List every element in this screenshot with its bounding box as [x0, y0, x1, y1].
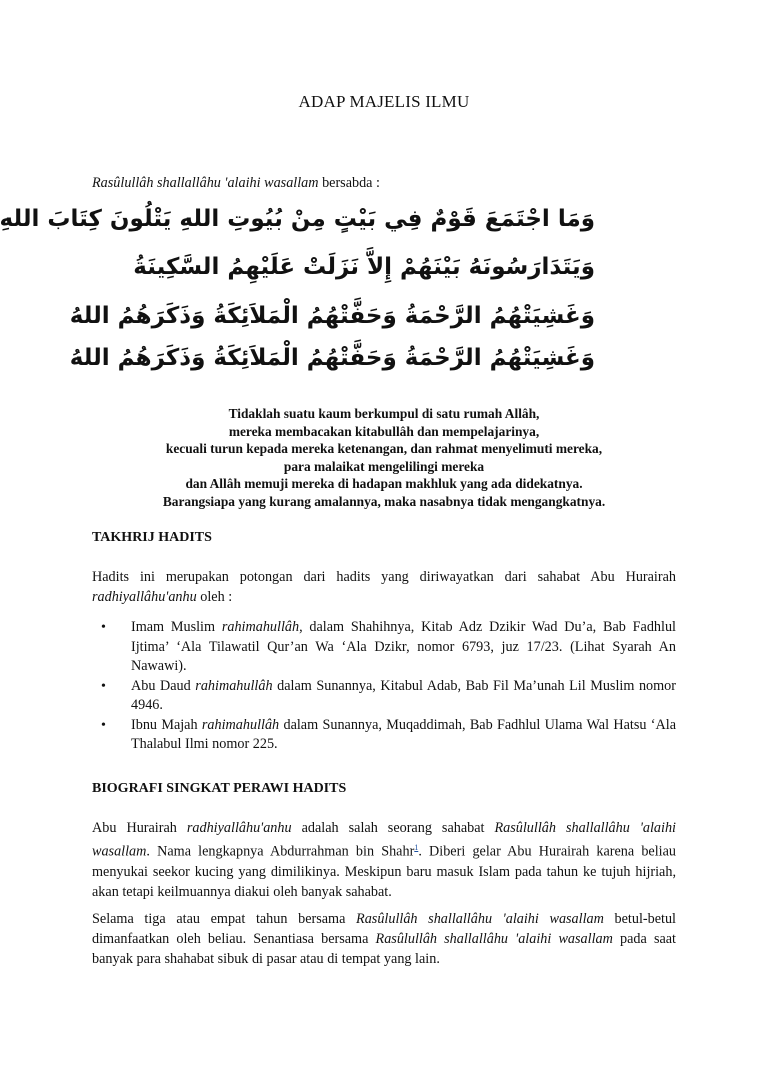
item-text-b: dalam Sunannya, Kitabul Adab, Bab Fil Ma’unah Lil Muslim nomor 4946. [131, 677, 676, 713]
item-text-a: Ibnu Majah [131, 716, 202, 733]
item-text-italic: rahimahullâh [201, 716, 280, 733]
takhrij-text-italic: radhiyallâhu'anhu [92, 589, 197, 605]
arabic-line-2: وَيَتَدَارَسُونَهُ بَيْنَهُمْ إِلاَّ نَزَلَتْ عَلَيْهِمُ السَّكِينَةُ [133, 254, 595, 280]
footnote-link[interactable]: 1 [414, 843, 419, 852]
bio2-text-a: Selama tiga atau empat tahun bersama [92, 911, 357, 927]
biografi-paragraph-2 [92, 909, 676, 969]
intro-text: bersabda : [318, 175, 380, 191]
list-item [92, 677, 676, 716]
takhrij-text-b: oleh : [196, 589, 233, 605]
translation-line-3: kecuali turun kepada mereka ketenangan, dan rahmat menyelimuti mereka, [165, 441, 603, 456]
takhrij-heading: TAKHRIJ HADITS [92, 530, 212, 545]
translation-line-6: Barangsiapa yang kurang amalannya, maka nasabnya tidak mengangkatnya. [162, 493, 606, 509]
translation-line-2: mereka membacakan kitabullâh dan mempelajarinya, [228, 423, 540, 439]
bio1-text-c: . Nama lengkapnya Abdurrahman bin Shahr [146, 843, 415, 860]
intro-name: Rasûlullâh shallallâhu 'alaihi wasallam [92, 175, 319, 191]
bullet-icon: • [101, 620, 106, 635]
takhrij-paragraph [92, 567, 676, 607]
takhrij-text-a: Hadits ini merupakan potongan dari hadits yang diriwayatkan dari sahabat Abu Hurairah [92, 569, 676, 585]
item-text-a: Abu Daud [131, 677, 196, 694]
item-text-italic: rahimahullâh [221, 619, 300, 635]
list-item [92, 618, 676, 677]
takhrij-list [92, 618, 676, 755]
bio1-text-d: . Diberi gelar Abu Hurairah karena beliau menyukai seekor kucing yang dimilikinya. Meskipun baru masuk Islam pada tahun ke tujuh hijriah, akan tetapi keilmuannya diakui oleh banyak sahabat. [92, 843, 677, 900]
intro-line [92, 175, 380, 192]
biografi-paragraph-1 [92, 818, 676, 902]
bio1-text-b: adalah salah seorang sahabat [291, 820, 495, 836]
bio2-text-b: betul-betul dimanfaatkan oleh beliau. Senantiasa bersama [92, 911, 676, 947]
arabic-line-4: وَغَشِيَتْهُمُ الرَّحْمَةُ وَحَفَّتْهُمُ الْمَلاَئِكَةُ وَذَكَرَهُمُ اللهُ [69, 345, 595, 371]
bio2-text-italic-2: Rasûlullâh shallallâhu 'alaihi wasallam [375, 931, 613, 947]
list-item [92, 716, 676, 755]
translation-line-1: Tidaklah suatu kaum berkumpul di satu rumah Allâh, [228, 406, 540, 421]
item-text-italic: rahimahullâh [195, 677, 273, 694]
item-text-a: Imam Muslim [131, 619, 222, 635]
bio1-text-italic-2: Rasûlullâh shallallâhu 'alaihi wasallam [92, 820, 676, 860]
page-title: ADAP MAJELIS ILMU [298, 92, 470, 111]
bio1-text-a: Abu Hurairah [92, 820, 187, 836]
arabic-line-1: وَمَا اجْتَمَعَ قَوْمٌ فِي بَيْتٍ مِنْ بُيُوتِ اللهِ يَتْلُونَ كِتَابَ اللهِ [0, 206, 595, 232]
bio2-text-italic-1: Rasûlullâh shallallâhu 'alaihi wasallam [356, 911, 604, 927]
biografi-heading: BIOGRAFI SINGKAT PERAWI HADITS [92, 781, 347, 796]
bio2-text-c: pada saat banyak para shahabat sibuk di pasar atau di tempat yang lain. [92, 931, 676, 967]
translation-line-4: para malaikat mengelilingi mereka [283, 458, 485, 474]
translation-line-5: dan Allâh memuji mereka di hadapan makhluk yang ada didekatnya. [185, 476, 583, 491]
bullet-icon: • [101, 717, 106, 733]
bio1-text-italic-1: radhiyallâhu'anhu [186, 820, 292, 836]
item-text-b: dalam Sunannya, Muqaddimah, Bab Fadhlul Ulama Wal Hatsu ‘Ala Thalabul Ilmi nomor 225. [131, 716, 676, 752]
bullet-icon: • [101, 678, 106, 694]
arabic-line-3: وَغَشِيَتْهُمُ الرَّحْمَةُ وَحَفَّتْهُمُ الْمَلاَئِكَةُ وَذَكَرَهُمُ اللهُ [69, 303, 595, 329]
hadith-translation [92, 405, 676, 510]
item-text-b: , dalam Shahihnya, Kitab Adz Dzikir Wad Du’a, Bab Fadhlul Ijtima’ ‘Ala Tilawatil Qur’an Wa ‘Ala Dzikr, nomor 6793, juz 17/23. (Lihat Syarah An Nawawi). [131, 619, 676, 674]
